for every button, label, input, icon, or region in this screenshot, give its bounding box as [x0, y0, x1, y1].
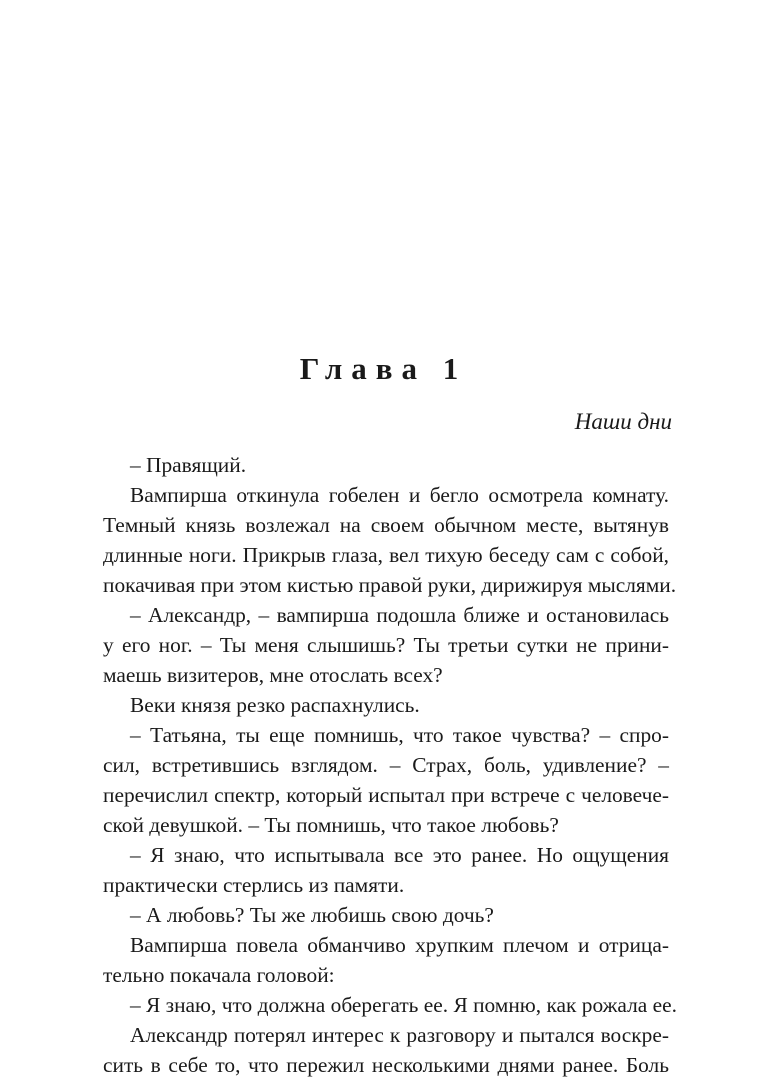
text-line: практически стерлись из памяти.	[103, 873, 405, 897]
text-line: у его ног. – Ты меня слышишь? Ты третьи сутки не прини-	[103, 633, 669, 657]
chapter-epigraph: Наши дни	[574, 409, 672, 434]
text-line: длинные ноги. Прикрыв глаза, вел тихую беседу сам с собой,	[103, 543, 669, 567]
text-line: покачивая при этом кистью правой руки, дирижируя мыслями.	[103, 573, 677, 597]
text-line: Вампирша повела обманчиво хрупким плечом и отрица-	[130, 933, 669, 957]
text-line: тельно покачала головой:	[103, 963, 335, 987]
body-text	[103, 450, 677, 1080]
chapter-title: Глава 1	[299, 351, 468, 386]
text-line: Александр потерял интерес к разговору и пытался воскре-	[130, 1023, 669, 1047]
text-line: – А любовь? Ты же любишь свою дочь?	[130, 903, 494, 927]
text-line: – Татьяна, ты еще помнишь, что такое чувства? – спро-	[130, 723, 669, 747]
text-line: – Правящий.	[130, 453, 247, 477]
text-line: сить в себе то, что пережил несколькими днями ранее. Боль	[103, 1053, 669, 1077]
text-line: сил, встретившись взглядом. – Страх, боль, удивление? –	[103, 753, 669, 777]
text-line: маешь визитеров, мне отослать всех?	[103, 663, 443, 687]
text-line: Темный князь возлежал на своем обычном месте, вытянув	[103, 513, 669, 537]
text-line: Вампирша откинула гобелен и бегло осмотрела комнату.	[130, 483, 669, 507]
text-line: – Я знаю, что должна оберегать ее. Я помню, как рожала ее.	[130, 993, 677, 1017]
text-line: – Я знаю, что испытывала все это ранее. Но ощущения	[130, 843, 669, 867]
text-line: ской девушкой. – Ты помнишь, что такое любовь?	[103, 813, 559, 837]
text-line: Веки князя резко распахнулись.	[130, 693, 420, 717]
text-line: перечислил спектр, который испытал при встрече с человече-	[103, 783, 669, 807]
text-line: – Александр, – вампирша подошла ближе и остановилась	[130, 603, 669, 627]
